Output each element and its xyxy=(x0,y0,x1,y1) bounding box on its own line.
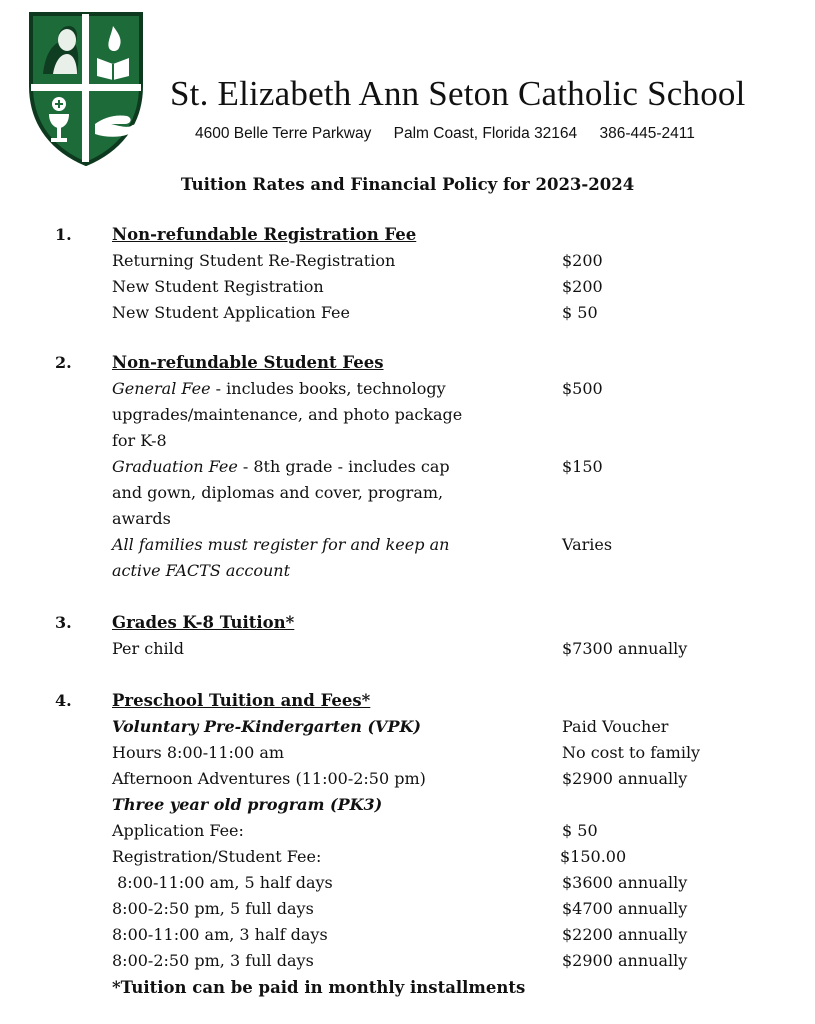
fee-amount: $ 50 xyxy=(562,821,598,840)
fee-row xyxy=(0,844,815,870)
fee-amount: $2900 annually xyxy=(562,951,688,970)
fee-amount: $500 xyxy=(562,379,603,398)
fee-name: Graduation Fee xyxy=(112,457,238,476)
fee-label: Per child xyxy=(112,639,184,658)
section-title: Non-refundable Student Fees xyxy=(112,353,384,372)
fee-label: New Student Registration xyxy=(112,277,324,296)
fee-amount: $4700 annually xyxy=(562,899,688,918)
fee-row xyxy=(0,300,815,326)
fee-amount: $2200 annually xyxy=(562,925,688,944)
school-contact-line xyxy=(195,125,713,143)
street-address: 4600 Belle Terre Parkway xyxy=(195,125,372,142)
section-number: 2. xyxy=(55,353,72,372)
fee-label: Application Fee: xyxy=(112,821,244,840)
fee-label: All families must register for and keep an active FACTS account xyxy=(112,535,450,580)
fee-amount: $150 xyxy=(562,457,603,476)
fee-label: 8:00-11:00 am, 5 half days xyxy=(112,873,333,892)
fee-description: - 8th grade - includes cap and gown, diplomas and cover, program, awards xyxy=(112,457,450,528)
fee-row xyxy=(0,896,815,922)
fee-label: 8:00-2:50 pm, 3 full days xyxy=(112,951,314,970)
fee-label: Afternoon Adventures (11:00-2:50 pm) xyxy=(112,769,426,788)
section-number: 3. xyxy=(55,613,72,632)
fee-row xyxy=(0,376,815,450)
phone-number: 386-445-2411 xyxy=(599,125,695,142)
fee-amount: $200 xyxy=(562,251,603,270)
fee-row xyxy=(0,454,815,528)
fee-amount: $2900 annually xyxy=(562,769,688,788)
fee-amount: No cost to family xyxy=(562,743,701,762)
section-number: 4. xyxy=(55,691,72,710)
program-heading: Voluntary Pre-Kindergarten (VPK) xyxy=(112,717,421,736)
program-heading-row xyxy=(0,792,815,818)
program-heading: Three year old program (PK3) xyxy=(112,795,383,814)
fee-label xyxy=(112,376,482,454)
fee-label: New Student Application Fee xyxy=(112,303,350,322)
city-state-zip: Palm Coast, Florida 32164 xyxy=(393,125,578,142)
school-crest-logo xyxy=(27,6,145,166)
fee-row xyxy=(0,248,815,274)
fee-row xyxy=(0,870,815,896)
fee-amount: $ 50 xyxy=(562,303,598,322)
fee-row xyxy=(0,636,815,662)
fee-row xyxy=(0,766,815,792)
fee-amount: $3600 annually xyxy=(562,873,688,892)
fee-amount: $150.00 xyxy=(560,847,627,866)
fee-name: General Fee xyxy=(112,379,211,398)
section-title: Preschool Tuition and Fees* xyxy=(112,691,371,710)
installment-footnote: *Tuition can be paid in monthly installments xyxy=(112,978,526,997)
school-name: St. Elizabeth Ann Seton Catholic School xyxy=(170,74,746,113)
fee-label: 8:00-11:00 am, 3 half days xyxy=(112,925,328,944)
fee-row xyxy=(0,948,815,974)
section-title: Non-refundable Registration Fee xyxy=(112,225,417,244)
fee-label xyxy=(112,454,482,532)
fee-row xyxy=(0,274,815,300)
fee-amount: Varies xyxy=(562,535,613,554)
fee-amount: $7300 annually xyxy=(562,639,688,658)
section-title: Grades K-8 Tuition* xyxy=(112,613,295,632)
fee-label: Registration/Student Fee: xyxy=(112,847,322,866)
document-title: Tuition Rates and Financial Policy for 2023-2024 xyxy=(180,175,635,194)
fee-label: 8:00-2:50 pm, 5 full days xyxy=(112,899,314,918)
fee-description: - includes books, technology upgrades/maintenance, and photo package for K-8 xyxy=(112,379,463,450)
fee-row xyxy=(0,818,815,844)
section-number: 1. xyxy=(55,225,72,244)
fee-row xyxy=(0,532,815,580)
fee-amount: Paid Voucher xyxy=(562,717,669,736)
fee-row xyxy=(0,740,815,766)
fee-amount: $200 xyxy=(562,277,603,296)
fee-row xyxy=(0,922,815,948)
fee-label: Returning Student Re-Registration xyxy=(112,251,396,270)
fee-label: Hours 8:00-11:00 am xyxy=(112,743,285,762)
program-heading-row xyxy=(0,714,815,740)
